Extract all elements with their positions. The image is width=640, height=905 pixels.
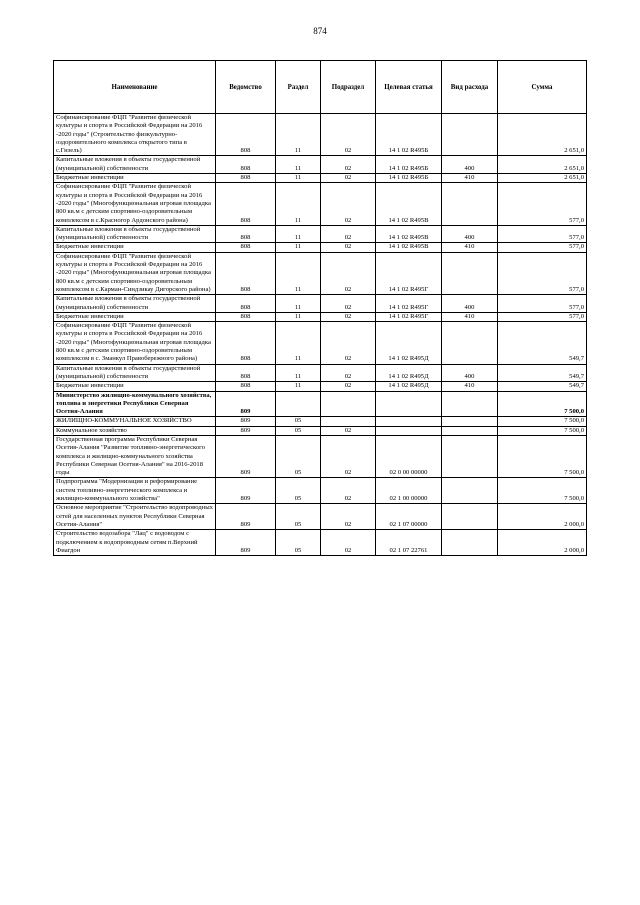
cell-sum: 577,0 (498, 312, 587, 321)
cell-section: 05 (276, 504, 321, 530)
cell-section: 11 (276, 225, 321, 243)
cell-exp-type (442, 504, 498, 530)
cell-name: Капитальные вложения в объекты государственной (муниципальной) собственности (54, 364, 216, 382)
cell-dept: 809 (216, 504, 276, 530)
cell-name: Государственная программа Республики Северная Осетия-Алания "Развитие топливно-энергетического комплекса и жилищно-коммунального хозяйства Республики Северная Осетия-Алания" на 2016-2018 годы (54, 435, 216, 477)
cell-dept: 808 (216, 183, 276, 225)
cell-exp-type (442, 417, 498, 426)
cell-name: Бюджетные инвестиции (54, 312, 216, 321)
cell-section: 11 (276, 243, 321, 252)
cell-name: Бюджетные инвестиции (54, 174, 216, 183)
table-row (54, 114, 587, 156)
cell-subsection: 02 (321, 114, 376, 156)
header-row (54, 61, 587, 114)
cell-sum: 577,0 (498, 183, 587, 225)
cell-name: Капитальные вложения в объекты государственной (муниципальной) собственности (54, 225, 216, 243)
cell-exp-type (442, 114, 498, 156)
cell-subsection: 02 (321, 504, 376, 530)
header-name: Наименование (54, 61, 216, 114)
cell-subsection: 02 (321, 530, 376, 556)
budget-table (53, 60, 587, 556)
cell-exp-type (442, 391, 498, 417)
cell-dept: 808 (216, 225, 276, 243)
header-target: Целевая статья (376, 61, 442, 114)
cell-exp-type: 410 (442, 312, 498, 321)
cell-name: Подпрограмма "Модернизация и реформирование систем топливно-энергетического комплекса и жилищно-коммунального хозяйства" (54, 478, 216, 504)
cell-subsection: 02 (321, 312, 376, 321)
cell-target (376, 391, 442, 417)
cell-dept: 808 (216, 174, 276, 183)
cell-section: 11 (276, 174, 321, 183)
cell-exp-type: 400 (442, 225, 498, 243)
cell-target: 14 1 02 R495Б (376, 156, 442, 174)
cell-exp-type: 410 (442, 243, 498, 252)
table-row (54, 322, 587, 364)
cell-dept: 808 (216, 364, 276, 382)
header-sum: Сумма (498, 61, 587, 114)
cell-section: 05 (276, 478, 321, 504)
cell-sum: 7 500,0 (498, 435, 587, 477)
cell-section: 11 (276, 364, 321, 382)
cell-subsection (321, 391, 376, 417)
cell-subsection (321, 417, 376, 426)
cell-target: 14 1 02 R495Б (376, 174, 442, 183)
cell-target: 14 1 02 R495В (376, 225, 442, 243)
cell-section: 05 (276, 530, 321, 556)
table-row (54, 312, 587, 321)
cell-target: 14 1 02 R495Б (376, 114, 442, 156)
cell-target: 14 1 02 R495Д (376, 364, 442, 382)
cell-sum: 2 000,0 (498, 504, 587, 530)
cell-sum: 2 651,0 (498, 114, 587, 156)
cell-section: 11 (276, 322, 321, 364)
cell-subsection: 02 (321, 364, 376, 382)
cell-section: 05 (276, 435, 321, 477)
cell-dept: 809 (216, 530, 276, 556)
cell-section: 11 (276, 183, 321, 225)
cell-dept: 809 (216, 391, 276, 417)
cell-target: 14 1 02 R495Г (376, 295, 442, 313)
cell-target: 02 1 00 00000 (376, 478, 442, 504)
cell-dept: 809 (216, 417, 276, 426)
cell-exp-type: 400 (442, 364, 498, 382)
table-body (54, 114, 587, 556)
cell-subsection: 02 (321, 183, 376, 225)
cell-sum: 577,0 (498, 295, 587, 313)
cell-subsection: 02 (321, 252, 376, 294)
cell-dept: 808 (216, 322, 276, 364)
cell-subsection: 02 (321, 295, 376, 313)
table-row (54, 417, 587, 426)
cell-exp-type (442, 435, 498, 477)
cell-sum: 577,0 (498, 225, 587, 243)
cell-sum: 549,7 (498, 364, 587, 382)
cell-exp-type (442, 478, 498, 504)
cell-dept: 808 (216, 312, 276, 321)
cell-sum: 7 500,0 (498, 478, 587, 504)
cell-section: 11 (276, 382, 321, 391)
cell-sum: 2 651,0 (498, 156, 587, 174)
cell-target: 14 1 02 R495В (376, 243, 442, 252)
cell-subsection: 02 (321, 426, 376, 435)
cell-exp-type (442, 322, 498, 364)
cell-target (376, 426, 442, 435)
cell-exp-type (442, 252, 498, 294)
cell-dept: 808 (216, 114, 276, 156)
cell-name: Строительство водозабора "Лац" с водоводом с подключением к водопроводным сетям п.Верхний Фиагдон (54, 530, 216, 556)
table-row (54, 504, 587, 530)
cell-dept: 808 (216, 243, 276, 252)
table-row (54, 252, 587, 294)
cell-exp-type (442, 530, 498, 556)
page-number: 874 (313, 26, 327, 36)
cell-dept: 809 (216, 426, 276, 435)
cell-target: 14 1 02 R495В (376, 183, 442, 225)
cell-exp-type: 400 (442, 295, 498, 313)
cell-subsection: 02 (321, 478, 376, 504)
cell-sum: 2 651,0 (498, 174, 587, 183)
cell-section: 11 (276, 252, 321, 294)
table-row (54, 364, 587, 382)
cell-sum: 7 500,0 (498, 417, 587, 426)
cell-exp-type (442, 426, 498, 435)
cell-dept: 808 (216, 156, 276, 174)
cell-target: 14 1 02 R495Д (376, 382, 442, 391)
table-row (54, 183, 587, 225)
cell-name: Основное мероприятие "Строительство водопроводных сетей для населенных пунктов Республики Северная Осетия-Алания" (54, 504, 216, 530)
cell-dept: 808 (216, 382, 276, 391)
cell-target: 14 1 02 R495Г (376, 312, 442, 321)
cell-target: 02 0 00 00000 (376, 435, 442, 477)
cell-sum: 7 500,0 (498, 426, 587, 435)
cell-subsection: 02 (321, 156, 376, 174)
cell-target: 02 1 07 22761 (376, 530, 442, 556)
cell-target (376, 417, 442, 426)
cell-sum: 577,0 (498, 252, 587, 294)
cell-section: 11 (276, 295, 321, 313)
cell-section: 05 (276, 417, 321, 426)
cell-name: Капитальные вложения в объекты государственной (муниципальной) собственности (54, 156, 216, 174)
table-row (54, 530, 587, 556)
cell-target: 14 1 02 R495Д (376, 322, 442, 364)
cell-name: Коммунальное хозяйство (54, 426, 216, 435)
cell-exp-type (442, 183, 498, 225)
cell-dept: 809 (216, 478, 276, 504)
table-row (54, 478, 587, 504)
header-section: Раздел (276, 61, 321, 114)
table-row (54, 174, 587, 183)
cell-subsection: 02 (321, 435, 376, 477)
cell-subsection: 02 (321, 225, 376, 243)
cell-exp-type: 410 (442, 174, 498, 183)
table-row (54, 243, 587, 252)
cell-section (276, 391, 321, 417)
cell-name: Бюджетные инвестиции (54, 382, 216, 391)
cell-exp-type: 410 (442, 382, 498, 391)
cell-section: 05 (276, 426, 321, 435)
table-row (54, 426, 587, 435)
header-exp-type: Вид расхода (442, 61, 498, 114)
cell-sum: 577,0 (498, 243, 587, 252)
cell-section: 11 (276, 156, 321, 174)
cell-dept: 809 (216, 435, 276, 477)
table-row (54, 295, 587, 313)
table-row (54, 156, 587, 174)
table-row (54, 391, 587, 417)
cell-name: Бюджетные инвестиции (54, 243, 216, 252)
cell-dept: 808 (216, 295, 276, 313)
header-dept: Ведомство (216, 61, 276, 114)
table-row (54, 382, 587, 391)
cell-name: Капитальные вложения в объекты государственной (муниципальной) собственности (54, 295, 216, 313)
cell-dept: 808 (216, 252, 276, 294)
cell-name: ЖИЛИЩНО-КОММУНАЛЬНОЕ ХОЗЯЙСТВО (54, 417, 216, 426)
cell-subsection: 02 (321, 174, 376, 183)
header-subsection: Подраздел (321, 61, 376, 114)
cell-name: Министерство жилищно-коммунального хозяйства, топлива и энергетики Республики Северная Осетия-Алания (54, 391, 216, 417)
cell-sum: 7 500,0 (498, 391, 587, 417)
cell-subsection: 02 (321, 243, 376, 252)
cell-subsection: 02 (321, 322, 376, 364)
cell-sum: 549,7 (498, 382, 587, 391)
cell-target: 14 1 02 R495Г (376, 252, 442, 294)
cell-name: Софинансирование ФЦП "Развитие физической культуры и спорта в Российской Федерации на 2016 -2020 годы" (Многофункциональная игровая площадка 800 кв.м с детским спортивно-оздоровительным комплексом в с.Карман-Синдзикау Дигорского района) (54, 252, 216, 294)
cell-name: Софинансирование ФЦП "Развитие физической культуры и спорта в Российской Федерации на 2016 -2020 годы" (Многофункциональная игровая площадка 800 кв.м с детским спортивно-оздоровительным комплексом в с.Красногор Ардонского района) (54, 183, 216, 225)
cell-name: Софинансирование ФЦП "Развитие физической культуры и спорта в Российской Федерации на 2016 -2020 годы" (Многофункциональная игровая площадка 800 кв.м с детским спортивно-оздоровительным комплексом в с. Зманкул Правобережного района) (54, 322, 216, 364)
table-row (54, 225, 587, 243)
cell-target: 02 1 07 00000 (376, 504, 442, 530)
cell-exp-type: 400 (442, 156, 498, 174)
cell-sum: 549,7 (498, 322, 587, 364)
cell-name: Софинансирование ФЦП "Развитие физической культуры и спорта в Российской Федерации на 2016 -2020 годы" (Строительство физкультурно-оздоровительного комплекса открытого типа в с.Гизель) (54, 114, 216, 156)
cell-section: 11 (276, 114, 321, 156)
cell-section: 11 (276, 312, 321, 321)
table-row (54, 435, 587, 477)
cell-subsection: 02 (321, 382, 376, 391)
cell-sum: 2 000,0 (498, 530, 587, 556)
